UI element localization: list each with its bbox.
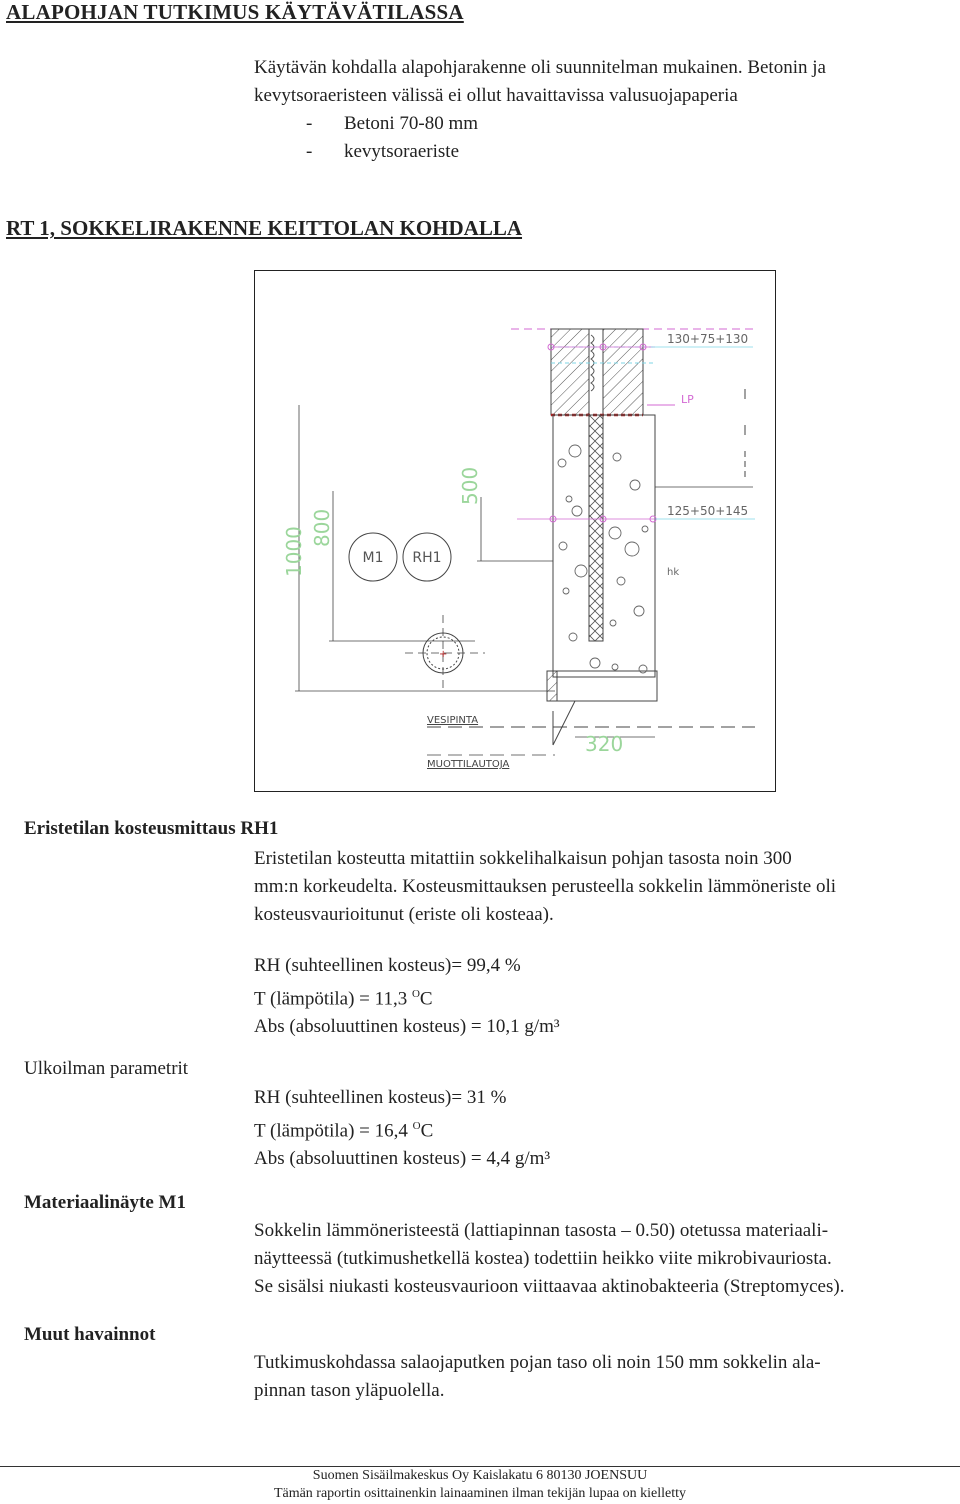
vesipinta-label: VESIPINTA [427,715,479,726]
list-item-text: Betoni 70-80 mm [344,113,479,134]
intro-paragraph [254,54,826,166]
hk-label: hk [667,567,680,578]
dim-label-320: 320 [585,732,624,756]
list-item-text: kevytsoraeriste [344,141,460,162]
dim-label-500: 500 [458,466,482,505]
footer-notice: Tämän raportin osittainenkin lainaaminen ilman tekijän lupaa on kielletty [273,1486,687,1501]
dim-label-top: 130+75+130 [667,332,749,346]
other-text-1: Tutkimuskohdassa salaojaputken pojan taso oli noin 150 mm sokkelin ala- [254,1352,821,1373]
outdoor-abs-value: Abs (absoluuttinen kosteus) = 4,4 g/m³ [254,1148,551,1170]
list-dash: - [306,141,313,162]
rh1-paragraph [254,845,836,929]
outdoor-temp-value: T (lämpötila) = 16,4 $^O$C [254,1120,434,1142]
lp-label: LP [681,393,694,406]
footer-address: Suomen Sisäilmakeskus Oy Kaislakatu 6 80130 JOENSUU [312,1468,648,1483]
page-title: ALAPOHJAN TUTKIMUS KÄYTÄVÄTILASSA [6,0,464,24]
m1-text-1: Sokkelin lämmöneristeestä (lattiapinnan tasosta – 0.50) otetussa materiaali- [254,1220,829,1241]
rh1-abs-value: Abs (absoluuttinen kosteus) = 10,1 g/m³ [254,1016,560,1038]
footer-divider [0,1466,960,1467]
intro-line-1: Käytävän kohdalla alapohjarakenne oli suunnitelman mukainen. Betonin ja [254,57,826,78]
intro-line-2: kevytsoraeristeen välissä ei ollut havaittavissa valusuojapaperia [254,85,738,106]
rh1-values [254,952,560,1041]
m1-marker-label: M1 [362,550,384,566]
dim-label-mid: 125+50+145 [667,504,749,518]
section-title: RT 1, SOKKELIRAKENNE KEITTOLAN KOHDALLA [6,216,523,240]
rh1-text-3: kosteusvaurioitunut (eriste oli kosteaa). [254,904,554,925]
rh1-temp-value: T (lämpötila) = 11,3 $^O$C [254,988,433,1010]
dim-label-800: 800 [310,508,334,547]
rh1-rh-value: RH (suhteellinen kosteus)= 99,4 % [254,955,521,976]
rh1-text-1: Eristetilan kosteutta mitattiin sokkelihalkaisun pohjan tasosta noin 300 [254,848,792,869]
other-paragraph [254,1349,821,1405]
other-label: Muut havainnot [24,1324,156,1345]
rh1-marker-label: RH1 [412,550,442,566]
outdoor-values [254,1084,550,1173]
structure-drawing [254,270,776,792]
other-text-2: pinnan tason yläpuolella. [254,1380,445,1401]
outdoor-rh-value: RH (suhteellinen kosteus)= 31 % [254,1087,507,1108]
list-item [254,110,826,138]
list-dash: - [306,113,313,134]
m1-text-2: näytteessä (tutkimushetkellä kostea) todettiin heikko viite mikrobivauriosta. [254,1248,832,1269]
m1-paragraph [254,1217,844,1301]
list-item [254,138,826,166]
m1-text-3: Se sisälsi niukasti kosteusvaurioon viittaavaa aktinobakteeria (Streptomyces). [254,1276,845,1297]
rh1-text-2: mm:n korkeudelta. Kosteusmittauksen perusteella sokkelin lämmöneriste oli [254,876,837,897]
outdoor-label: Ulkoilman parametrit [24,1058,189,1079]
rh1-label: Eristetilan kosteusmittaus RH1 [24,818,279,839]
dim-label-1000: 1000 [282,526,306,577]
structure-drawing-svg [255,271,777,793]
m1-label: Materiaalinäyte M1 [24,1192,186,1213]
muottilautoja-label: MUOTTILAUTOJA [427,759,510,770]
svg-text:+: + [439,649,448,660]
